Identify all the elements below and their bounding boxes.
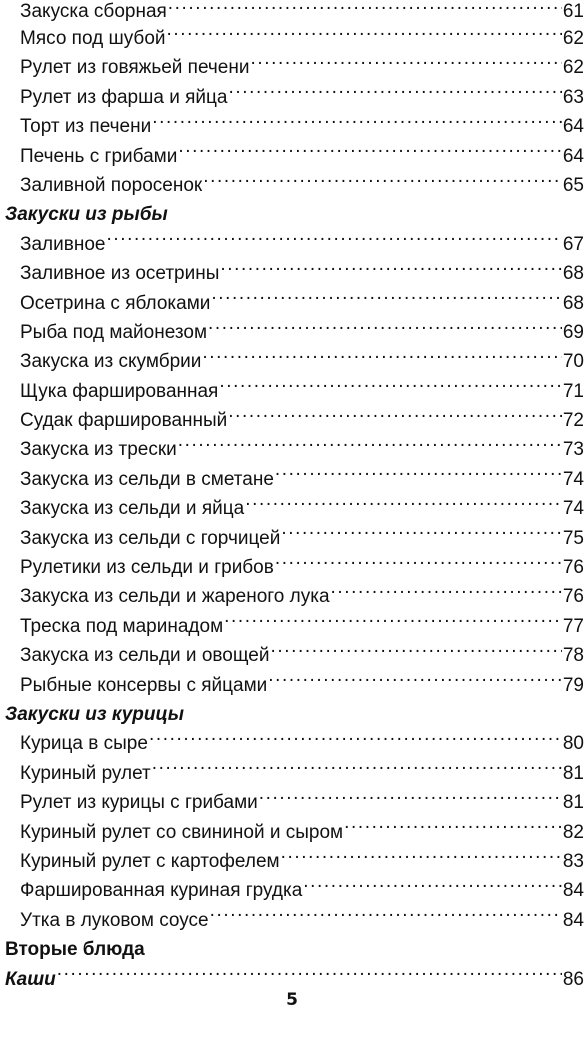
dot-leader: [168, 0, 562, 17]
dot-leader: [208, 319, 562, 338]
toc-entry: [0, 671, 584, 700]
toc-entry-page-number: 74: [562, 468, 584, 490]
toc-entry-title: Закуска сборная: [20, 1, 167, 22]
toc-entry-page-number: 80: [562, 733, 584, 755]
dot-leader: [178, 436, 562, 455]
dot-leader: [270, 642, 561, 661]
footer-page-number: 5: [286, 990, 298, 1010]
dot-leader: [228, 84, 561, 103]
toc-entry-page-number: 81: [562, 762, 584, 784]
toc-entry-page-number: 71: [562, 380, 584, 402]
toc-entry-page-number: 82: [562, 821, 584, 843]
toc-entry: [0, 759, 584, 788]
toc-entry-title: Рыба под майонезом: [20, 321, 208, 343]
toc-entry-page-number: 81: [562, 792, 584, 814]
toc-entry: [0, 612, 584, 641]
toc-entry-page-number: 83: [562, 850, 584, 872]
toc-entry: [0, 289, 584, 318]
toc-entry-page-number: 75: [562, 527, 584, 549]
dot-leader: [210, 907, 562, 926]
dot-leader: [149, 730, 562, 749]
toc-entry-title: Щука фаршированная: [20, 380, 219, 402]
toc-entry: [0, 377, 584, 406]
dot-leader: [303, 877, 562, 896]
toc-entry-page-number: 68: [562, 292, 584, 314]
dot-leader: [245, 495, 562, 514]
toc-entry-title: Печень с грибами: [20, 145, 178, 167]
toc-entry-title: Осетрина с яблоками: [20, 292, 211, 314]
dot-leader: [152, 760, 562, 779]
toc-entry-page-number: 68: [562, 263, 584, 285]
toc-entry-title: Курица в сыре: [20, 733, 148, 755]
toc-entry-title: Заливной поросенок: [20, 174, 203, 196]
toc-entry: [0, 259, 584, 288]
toc-entry: [0, 0, 584, 24]
dot-leader: [281, 848, 562, 867]
toc-entry-title: Рыбные консервы с яйцами: [20, 674, 268, 696]
dot-leader: [57, 966, 562, 985]
toc-entry: [0, 906, 584, 935]
toc-entry: [0, 876, 584, 905]
toc-entry: [0, 641, 584, 670]
toc-entry: [0, 553, 584, 582]
toc-chapter-heading: [0, 935, 584, 964]
dot-leader: [344, 819, 562, 838]
toc-entry-page-number: 64: [562, 116, 584, 138]
toc-entry-page-number: 84: [562, 880, 584, 902]
toc-entry: [0, 494, 584, 523]
page-number-footer: [0, 990, 584, 1010]
toc-entry: [0, 318, 584, 347]
dot-leader: [275, 466, 562, 485]
toc-entry: [0, 847, 584, 876]
toc-entry-title: Рулетики из сельди и грибов: [20, 557, 274, 579]
toc-entry-title: Треска под маринадом: [20, 615, 224, 637]
dot-leader: [167, 25, 562, 44]
dot-leader: [331, 583, 562, 602]
toc-entry-page-number: 72: [562, 410, 584, 432]
toc-entry: [0, 582, 584, 611]
toc-entry-title: Закуска из сельди и яйца: [20, 498, 245, 520]
toc-entry-page-number: 73: [562, 439, 584, 461]
toc-entry-page-number: 86: [562, 968, 584, 990]
toc-entry-page-number: 74: [562, 498, 584, 520]
toc-entry-title: Рулет из фарша и яйца: [20, 86, 228, 108]
toc-entry-title: Закуска из сельди и овощей: [20, 645, 270, 667]
toc-entry-page-number: 64: [562, 145, 584, 167]
toc-entry-title: Заливное: [20, 233, 106, 255]
toc-entry-page-number: 65: [562, 174, 584, 196]
dot-leader: [211, 290, 561, 309]
toc-entry-title: Закуски из рыбы: [5, 204, 168, 226]
toc-entry-title: Куриный рулет со свининой и сыром: [20, 821, 344, 843]
dot-leader: [152, 113, 562, 132]
toc-section-heading: [0, 700, 584, 729]
toc-entry: [0, 435, 584, 464]
toc-entry: [0, 347, 584, 376]
toc-entry-page-number: 62: [562, 28, 584, 49]
toc-entry-title: Утка в луковом соусе: [20, 909, 209, 931]
dot-leader: [281, 525, 562, 544]
toc-entry: [0, 53, 584, 82]
dot-leader: [202, 348, 561, 367]
dot-leader: [220, 260, 561, 279]
toc-entry-title: Закуска из сельди в сметане: [20, 468, 274, 490]
toc-entry-title: Куриный рулет с картофелем: [20, 850, 280, 872]
toc-entry: [0, 24, 584, 53]
toc-entry-page-number: 62: [562, 57, 584, 79]
toc-entry-page-number: 63: [562, 86, 584, 108]
dot-leader: [268, 672, 562, 691]
toc-entry: [0, 465, 584, 494]
toc-section-heading: [0, 200, 584, 229]
toc-entry-page-number: 79: [562, 674, 584, 696]
dot-leader: [259, 789, 562, 808]
toc-entry-title: Закуска из сельди с горчицей: [20, 527, 281, 549]
toc-entry-title: Фаршированная куриная грудка: [20, 880, 303, 902]
toc-entry-title: Рулет из курицы с грибами: [20, 792, 258, 814]
toc-entry-page-number: 76: [562, 557, 584, 579]
dot-leader: [203, 172, 562, 191]
toc-entry-title: Торт из печени: [20, 116, 152, 138]
toc-entry: [0, 729, 584, 758]
toc-entry-title: Рулет из говяжьей печени: [20, 57, 250, 79]
toc-entry-title: Закуска из сельди и жареного лука: [20, 586, 330, 608]
toc-entry: [0, 788, 584, 817]
dot-leader: [228, 407, 562, 426]
toc-entry: [0, 524, 584, 553]
dot-leader: [275, 554, 562, 573]
toc-entry-title: Закуска из трески: [20, 439, 177, 461]
toc-entry: [0, 171, 584, 200]
dot-leader: [178, 143, 562, 162]
toc-entry-title: Заливное из осетрины: [20, 263, 220, 285]
toc-entry-page-number: 67: [562, 233, 584, 255]
dot-leader: [106, 231, 561, 250]
dot-leader: [219, 378, 562, 397]
toc-entry-title: Мясо под шубой: [20, 28, 166, 49]
toc-entry: [0, 142, 584, 171]
dot-leader: [250, 54, 561, 73]
toc-entry: [0, 406, 584, 435]
toc-entry-title: Закуска из скумбрии: [20, 351, 202, 373]
toc-entry-page-number: 77: [562, 615, 584, 637]
dot-leader: [224, 613, 562, 632]
toc-entry: [0, 230, 584, 259]
toc-entry: [0, 818, 584, 847]
toc-entry-page-number: 76: [562, 586, 584, 608]
toc-entry-title: Судак фаршированный: [20, 410, 228, 432]
toc-entry-page-number: 78: [562, 645, 584, 667]
toc-entry-page-number: 84: [562, 909, 584, 931]
toc-entry-page-number: 69: [562, 321, 584, 343]
toc-entry-title: Каши: [5, 968, 56, 990]
toc-entry: [0, 112, 584, 141]
toc-entry-title: Закуски из курицы: [5, 703, 185, 725]
toc-entry: [0, 83, 584, 112]
toc-entry-title: Вторые блюда: [5, 939, 145, 961]
toc-entry-page-number: 70: [562, 351, 584, 373]
toc-entry-page-number: 61: [562, 1, 584, 22]
toc-entry-title: Куриный рулет: [20, 762, 151, 784]
